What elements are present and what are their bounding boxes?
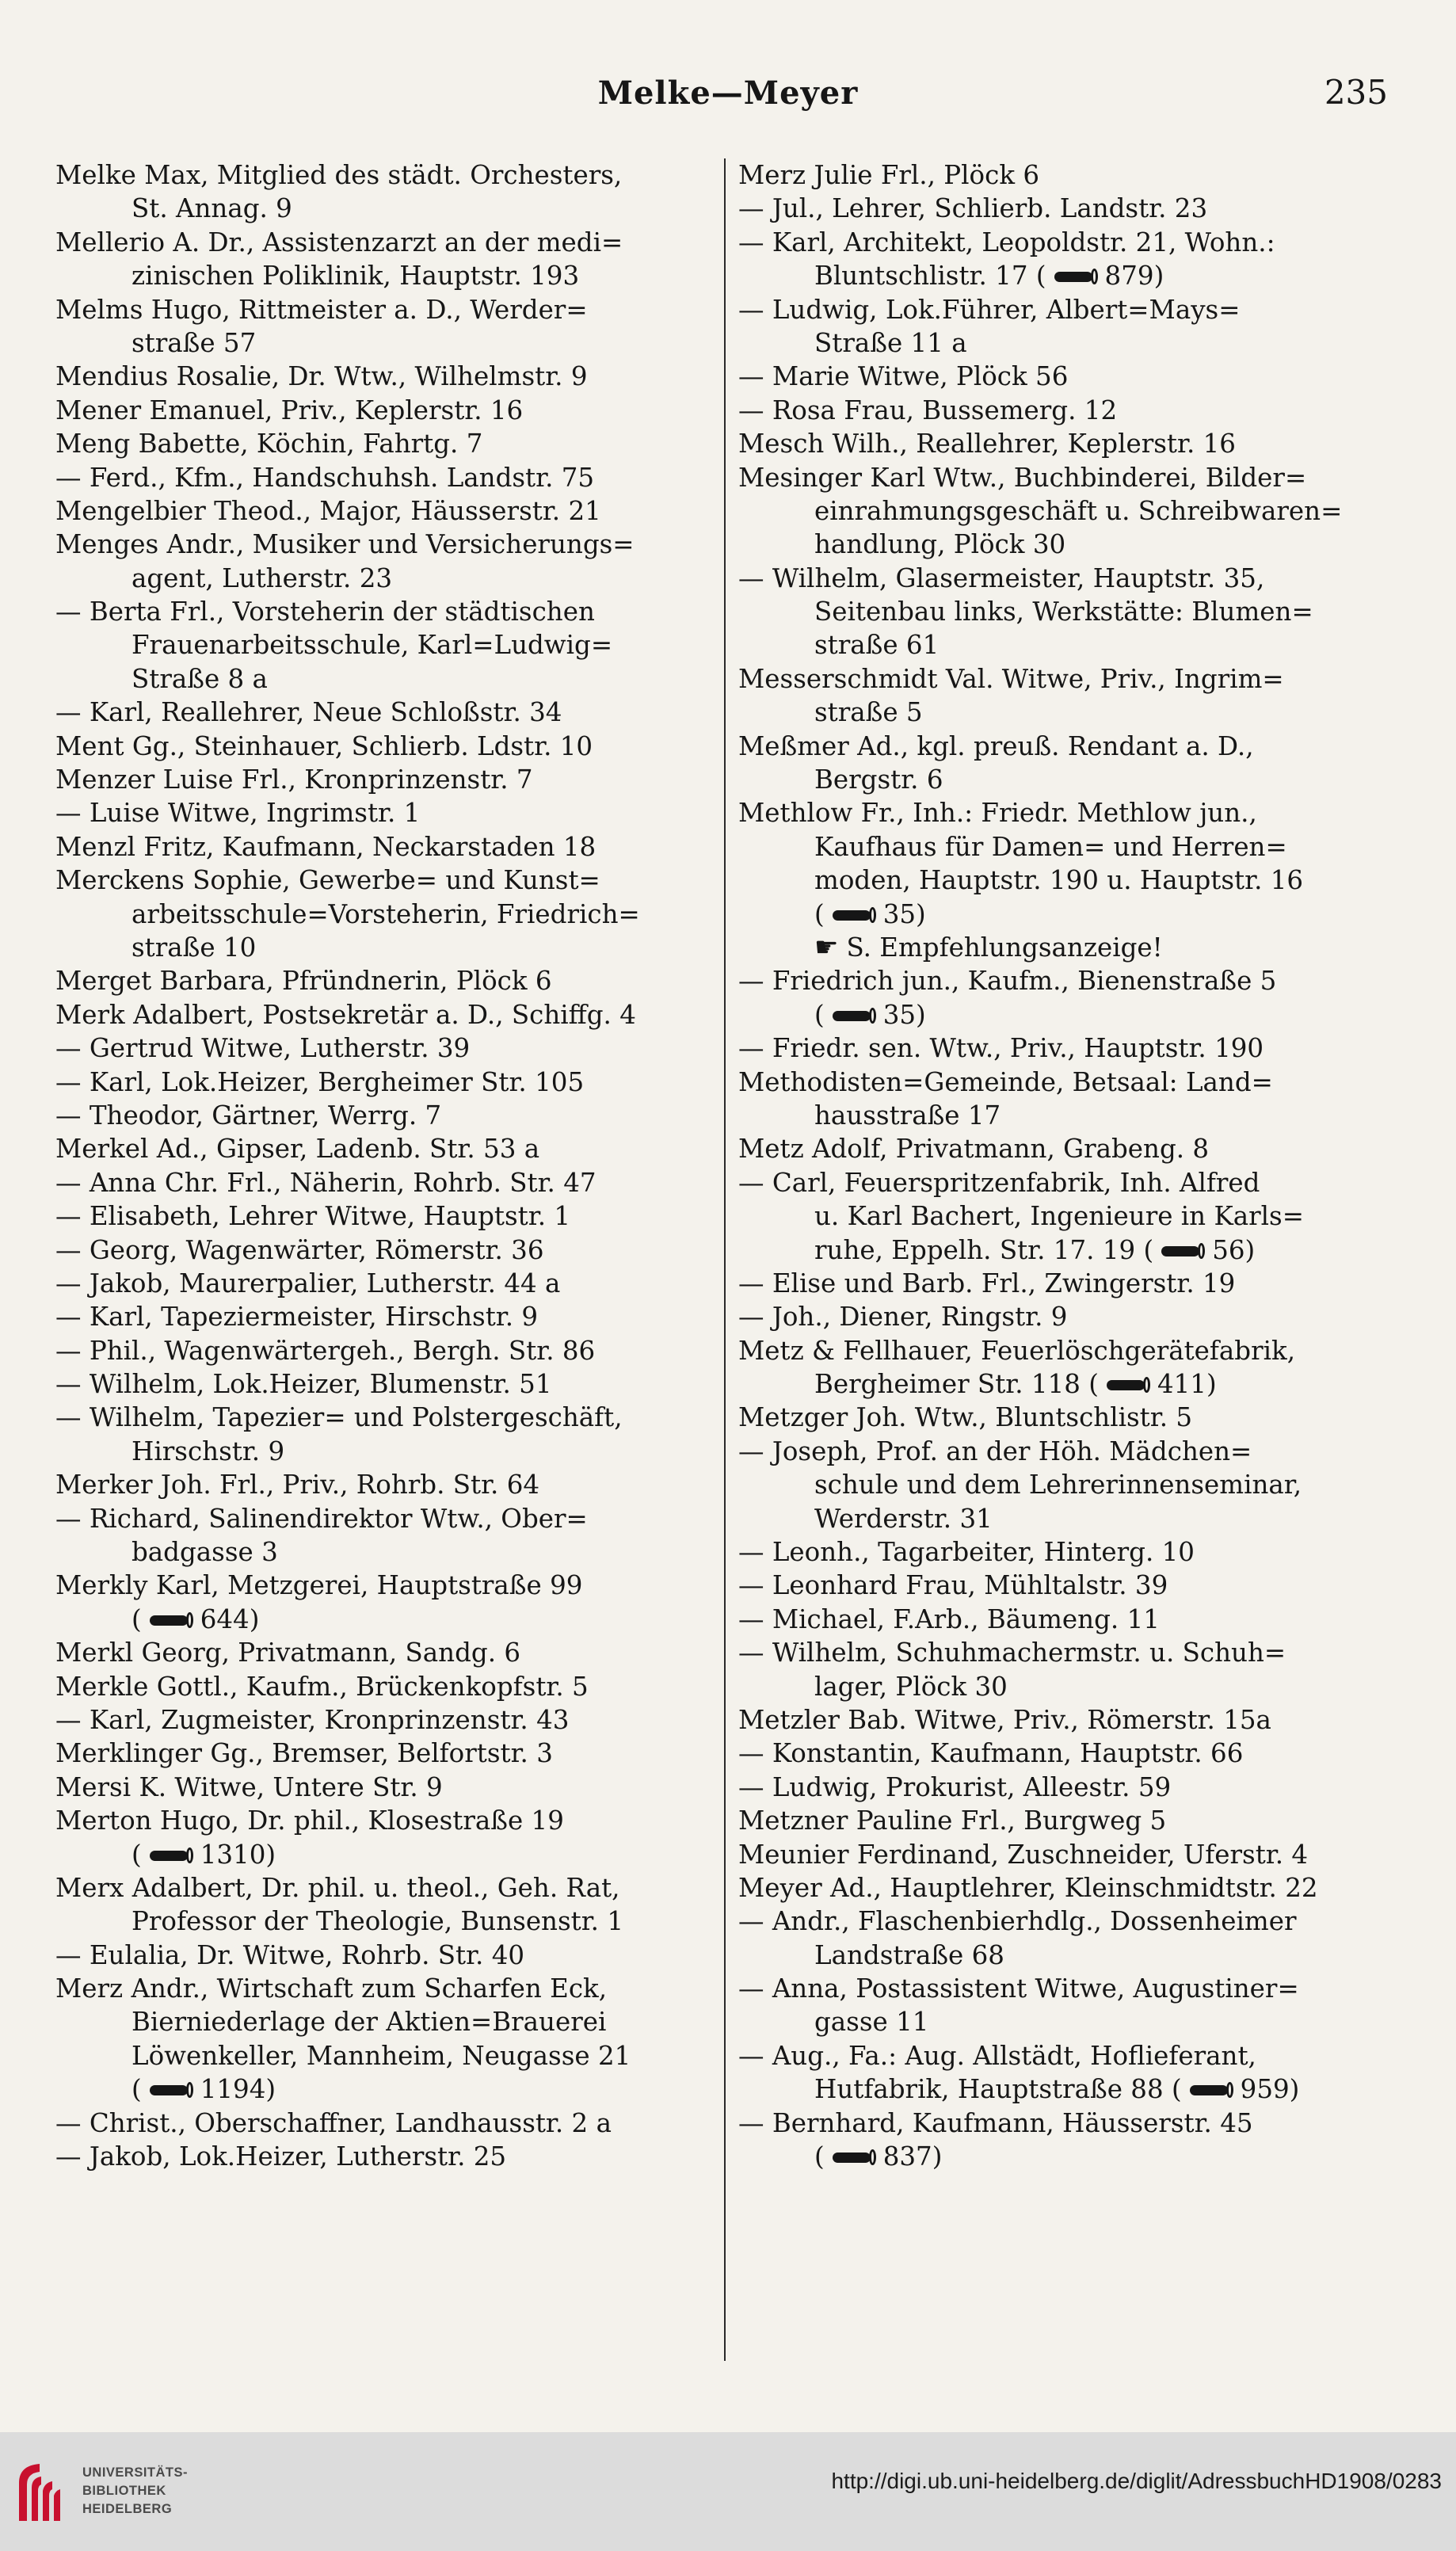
entry-line: — Wilhelm, Schuhmachermstr. u. Schuh= — [738, 1638, 1286, 1668]
phone-number: 837) — [882, 2141, 943, 2172]
entry-line: Messerschmidt Val. Witwe, Priv., Ingrim= — [738, 663, 1284, 694]
university-library-logo-icon — [14, 2459, 65, 2524]
entry-line: — Elisabeth, Lehrer Witwe, Hauptstr. 1 — [55, 1201, 571, 1232]
entry-line: Mersi K. Witwe, Untere Str. 9 — [55, 1771, 443, 1802]
entry-line: — Joh., Diener, Ringstr. 9 — [738, 1302, 1068, 1333]
phone-number: 411) — [1157, 1369, 1217, 1400]
entry-line: straße 10 — [131, 932, 257, 963]
entry-line: Melke Max, Mitglied des städt. Orchesters, — [55, 160, 623, 190]
entry-line: — Marie Witwe, Plöck 56 — [738, 361, 1069, 392]
entry-line: Hirschstr. 9 — [131, 1436, 285, 1466]
entry-line: — Michael, F.Arb., Bäumeng. 11 — [738, 1603, 1160, 1634]
entry-line: Metzner Pauline Frl., Burgweg 5 — [738, 1806, 1167, 1836]
entry-line: — Elise und Barb. Frl., Zwingerstr. 19 — [738, 1268, 1236, 1298]
entry-line: Kaufhaus für Damen= und Herren= — [814, 831, 1287, 862]
entry-line: schule und dem Lehrerinnenseminar, — [814, 1470, 1302, 1500]
entry-line: einrahmungsgeschäft u. Schreibwaren= — [814, 495, 1343, 526]
entry-line: — Jakob, Lok.Heizer, Lutherstr. 25 — [55, 2141, 507, 2172]
entry-line: Metz & Fellhauer, Feuerlöschgerätefabrik, — [738, 1335, 1296, 1366]
entry-line: Werderstr. 31 — [814, 1503, 993, 1534]
entry-line: Menzer Luise Frl., Kronprinzenstr. 7 — [55, 765, 533, 795]
entry-text: Hutfabrik, Hauptstraße 88 ( — [814, 2074, 1182, 2105]
entry-text: ruhe, Eppelh. Str. 17. 19 ( — [814, 1234, 1154, 1265]
entry-line: Metz Adolf, Privatmann, Grabeng. 8 — [738, 1134, 1210, 1165]
phone-number: 1194) — [200, 2074, 276, 2105]
entry-line: zinischen Poliklinik, Hauptstr. 193 — [131, 261, 580, 292]
entry-line: Merklinger Gg., Bremser, Belfortstr. 3 — [55, 1738, 553, 1769]
entry-line: — Leonhard Frau, Mühltalstr. 39 — [738, 1570, 1168, 1601]
entry-line: Methodisten=Gemeinde, Betsaal: Land= — [738, 1066, 1273, 1097]
entry-line: ( 837) — [814, 2141, 943, 2172]
entry-line: Mendius Rosalie, Dr. Wtw., Wilhelmstr. 9 — [55, 361, 588, 392]
entry-line: Mener Emanuel, Priv., Keplerstr. 16 — [55, 395, 524, 425]
entry-line: — Wilhelm, Glasermeister, Hauptstr. 35, — [738, 562, 1265, 593]
entry-line: Mellerio A. Dr., Assistenzarzt an der medi= — [55, 227, 623, 257]
permalink[interactable]: http://digi.ub.uni-heidelberg.de/diglit/AdressbuchHD1908/0283 — [831, 2469, 1442, 2493]
entry-line: Landstraße 68 — [814, 1939, 1004, 1970]
left-column — [55, 158, 715, 2173]
entry-line: Mengelbier Theod., Major, Häusserstr. 21 — [55, 495, 601, 526]
entry-line: badgasse 3 — [131, 1537, 278, 1568]
entry-line: — Andr., Flaschenbierhdlg., Dossenheimer — [738, 1906, 1297, 1937]
entry-line: — Berta Frl., Vorsteherin der städtischen — [55, 597, 595, 627]
entry-line: ( 644) — [131, 1603, 260, 1634]
entry-line: — Ferd., Kfm., Handschuhsh. Landstr. 75 — [55, 462, 595, 493]
entry-line: Merx Adalbert, Dr. phil. u. theol., Geh. Rat, — [55, 1872, 620, 1903]
entry-line: handlung, Plöck 30 — [814, 529, 1066, 560]
page-header — [0, 70, 1456, 125]
library-name-line: BIBLIOTHEK — [82, 2484, 166, 2498]
entry-line: ( 1194) — [131, 2074, 276, 2105]
entry-line: — Luise Witwe, Ingrimstr. 1 — [55, 798, 421, 829]
entry-line: — Gertrud Witwe, Lutherstr. 39 — [55, 1033, 471, 1064]
entry-line: — Ludwig, Prokurist, Alleestr. 59 — [738, 1771, 1172, 1802]
entry-line: — Friedr. sen. Wtw., Priv., Hauptstr. 190 — [738, 1033, 1264, 1064]
telephone-icon — [826, 2148, 882, 2167]
telephone-icon — [1100, 1375, 1156, 1394]
entry-line: — Konstantin, Kaufmann, Hauptstr. 66 — [738, 1738, 1244, 1769]
library-name-line: UNIVERSITÄTS- — [82, 2465, 189, 2480]
pointing-hand-icon: ☛ — [814, 931, 839, 963]
entry-line — [738, 1367, 1401, 1401]
page-number: 235 — [1324, 73, 1388, 112]
entry-line: moden, Hauptstr. 190 u. Hauptstr. 16 — [814, 865, 1304, 896]
entry-line: straße 61 — [814, 630, 940, 661]
entry-line — [738, 259, 1401, 292]
entry-line: Methlow Fr., Inh.: Friedr. Methlow jun., — [738, 798, 1257, 829]
entry-line: Merkly Karl, Metzgerei, Hauptstraße 99 — [55, 1570, 583, 1601]
entry-line: straße 5 — [814, 697, 923, 728]
entry-line: Frauenarbeitsschule, Karl=Ludwig= — [131, 630, 613, 661]
entry-line: Merkle Gottl., Kaufm., Brückenkopfstr. 5 — [55, 1671, 589, 1702]
entry-line: — Ludwig, Lok.Führer, Albert=Mays= — [738, 294, 1241, 325]
entry-line: ( 35) — [814, 999, 926, 1030]
entry-line: — Aug., Fa.: Aug. Allstädt, Hoflieferant, — [738, 2040, 1256, 2071]
telephone-icon — [826, 906, 882, 925]
telephone-icon — [143, 2080, 199, 2099]
phone-number: 644) — [200, 1603, 260, 1634]
telephone-icon — [1183, 2080, 1239, 2099]
telephone-icon — [826, 1006, 882, 1025]
entry-line: — Rosa Frau, Bussemerg. 12 — [738, 395, 1118, 425]
entry-line: — Karl, Architekt, Leopoldstr. 21, Wohn.: — [738, 227, 1275, 257]
entry-line: Merk Adalbert, Postsekretär a. D., Schiffg. 4 — [55, 999, 636, 1030]
entry-line: Merton Hugo, Dr. phil., Klosestraße 19 — [55, 1806, 564, 1836]
entry-line: Mesch Wilh., Reallehrer, Keplerstr. 16 — [738, 429, 1236, 459]
entry-line: Merget Barbara, Pfründnerin, Plöck 6 — [55, 966, 552, 997]
entry-line: straße 57 — [131, 327, 257, 358]
entry-line: — Christ., Oberschaffner, Landhausstr. 2 a — [55, 2107, 612, 2138]
running-title: Melke—Meyer — [597, 74, 859, 112]
entry-line: — Phil., Wagenwärtergeh., Bergh. Str. 86 — [55, 1335, 596, 1366]
entry-line: agent, Lutherstr. 23 — [131, 562, 393, 593]
entry-line: Melms Hugo, Rittmeister a. D., Werder= — [55, 294, 588, 325]
right-column — [738, 158, 1401, 2173]
entry-line: — Carl, Feuerspritzenfabrik, Inh. Alfred — [738, 1167, 1260, 1198]
entry-line: Löwenkeller, Mannheim, Neugasse 21 — [131, 2040, 631, 2071]
phone-number: 56) — [1212, 1234, 1256, 1265]
entry-line: — Georg, Wagenwärter, Römerstr. 36 — [55, 1234, 544, 1265]
phone-number: 35) — [882, 999, 926, 1030]
library-name-line: HEIDELBERG — [82, 2502, 173, 2516]
entry-line: — Karl, Tapeziermeister, Hirschstr. 9 — [55, 1302, 539, 1333]
entry-line — [738, 931, 1401, 964]
entry-line: — Jul., Lehrer, Schlierb. Landstr. 23 — [738, 193, 1208, 224]
entry-line: — Karl, Reallehrer, Neue Schloßstr. 34 — [55, 697, 562, 728]
entry-line: Merz Andr., Wirtschaft zum Scharfen Eck, — [55, 1973, 608, 2004]
entry-line — [738, 2072, 1401, 2106]
telephone-icon — [1155, 1241, 1210, 1260]
entry-line: St. Annag. 9 — [131, 193, 292, 224]
entry-line: gasse 11 — [814, 2007, 929, 2038]
phone-number: 35) — [882, 898, 926, 929]
entry-line: Metzger Joh. Wtw., Bluntschlistr. 5 — [738, 1402, 1193, 1433]
entry-line: ( 35) — [814, 898, 926, 929]
entry-line: Metzler Bab. Witwe, Priv., Römerstr. 15a — [738, 1704, 1271, 1735]
entry-line — [738, 1234, 1401, 1267]
entry-line: — Karl, Lok.Heizer, Bergheimer Str. 105 — [55, 1066, 585, 1097]
viewer-footer — [0, 2432, 1456, 2551]
cross-reference: S. Empfehlungsanzeige! — [846, 932, 1163, 963]
entry-line: — Richard, Salinendirektor Wtw., Ober= — [55, 1503, 588, 1534]
entry-line: Merckens Sophie, Gewerbe= und Kunst= — [55, 865, 600, 896]
entry-line: — Eulalia, Dr. Witwe, Rohrb. Str. 40 — [55, 1939, 525, 1970]
telephone-icon — [1048, 267, 1103, 286]
entry-line: u. Karl Bachert, Ingenieure in Karls= — [814, 1201, 1304, 1232]
entry-line: — Friedrich jun., Kaufm., Bienenstraße 5 — [738, 966, 1277, 997]
entry-line: Merker Joh. Frl., Priv., Rohrb. Str. 64 — [55, 1470, 540, 1500]
entry-line: Meng Babette, Köchin, Fahrtg. 7 — [55, 429, 483, 459]
entry-line: Meyer Ad., Hauptlehrer, Kleinschmidtstr. 22 — [738, 1872, 1318, 1903]
phone-number: 879) — [1104, 261, 1164, 292]
entry-line: Meßmer Ad., kgl. preuß. Rendant a. D., — [738, 730, 1254, 761]
entry-line: — Karl, Zugmeister, Kronprinzenstr. 43 — [55, 1704, 570, 1735]
entry-line: Straße 11 a — [814, 327, 967, 358]
phone-number: 1310) — [200, 1839, 276, 1870]
entry-line: Menzl Fritz, Kaufmann, Neckarstaden 18 — [55, 831, 597, 862]
entry-line: — Jakob, Maurerpalier, Lutherstr. 44 a — [55, 1268, 561, 1298]
entry-line: Merz Julie Frl., Plöck 6 — [738, 160, 1040, 190]
entry-line: Ment Gg., Steinhauer, Schlierb. Ldstr. 10 — [55, 730, 593, 761]
entry-text: Bluntschlistr. 17 ( — [814, 261, 1046, 292]
entry-line: — Leonh., Tagarbeiter, Hinterg. 10 — [738, 1537, 1195, 1568]
entry-text: Bergheimer Str. 118 ( — [814, 1369, 1099, 1400]
column-divider — [724, 158, 726, 2361]
entry-line: hausstraße 17 — [814, 1100, 1001, 1131]
entry-line: Merkl Georg, Privatmann, Sandg. 6 — [55, 1638, 521, 1668]
entry-line: Menges Andr., Musiker und Versicherungs= — [55, 529, 635, 560]
library-name — [82, 2464, 188, 2519]
telephone-icon — [143, 1846, 199, 1865]
entry-line: Straße 8 a — [131, 663, 268, 694]
entry-line: Bergstr. 6 — [814, 765, 943, 795]
phone-number: 959) — [1240, 2074, 1300, 2105]
entry-line: — Joseph, Prof. an der Höh. Mädchen= — [738, 1436, 1252, 1466]
entry-line: ( 1310) — [131, 1839, 276, 1870]
entry-line: arbeitsschule=Vorsteherin, Friedrich= — [131, 898, 640, 929]
entry-line: — Anna Chr. Frl., Näherin, Rohrb. Str. 47 — [55, 1167, 597, 1198]
entry-line: — Bernhard, Kaufmann, Häusserstr. 45 — [738, 2107, 1253, 2138]
telephone-icon — [143, 1611, 199, 1630]
entry-line: Merkel Ad., Gipser, Ladenb. Str. 53 a — [55, 1134, 540, 1165]
entry-line: — Wilhelm, Lok.Heizer, Blumenstr. 51 — [55, 1369, 552, 1400]
entry-line: — Wilhelm, Tapezier= und Polstergeschäft, — [55, 1402, 623, 1433]
entry-line: Bierniederlage der Aktien=Brauerei — [131, 2007, 607, 2038]
entry-line: lager, Plöck 30 — [814, 1671, 1008, 1702]
entry-line: Mesinger Karl Wtw., Buchbinderei, Bilder= — [738, 462, 1307, 493]
entry-line: — Anna, Postassistent Witwe, Augustiner= — [738, 1973, 1299, 2004]
entry-line: — Theodor, Gärtner, Werrg. 7 — [55, 1100, 442, 1131]
entry-line: Professor der Theologie, Bunsenstr. 1 — [131, 1906, 624, 1937]
entry-line: Seitenbau links, Werkstätte: Blumen= — [814, 597, 1313, 627]
entry-line: Meunier Ferdinand, Zuschneider, Uferstr. 4 — [738, 1839, 1309, 1870]
